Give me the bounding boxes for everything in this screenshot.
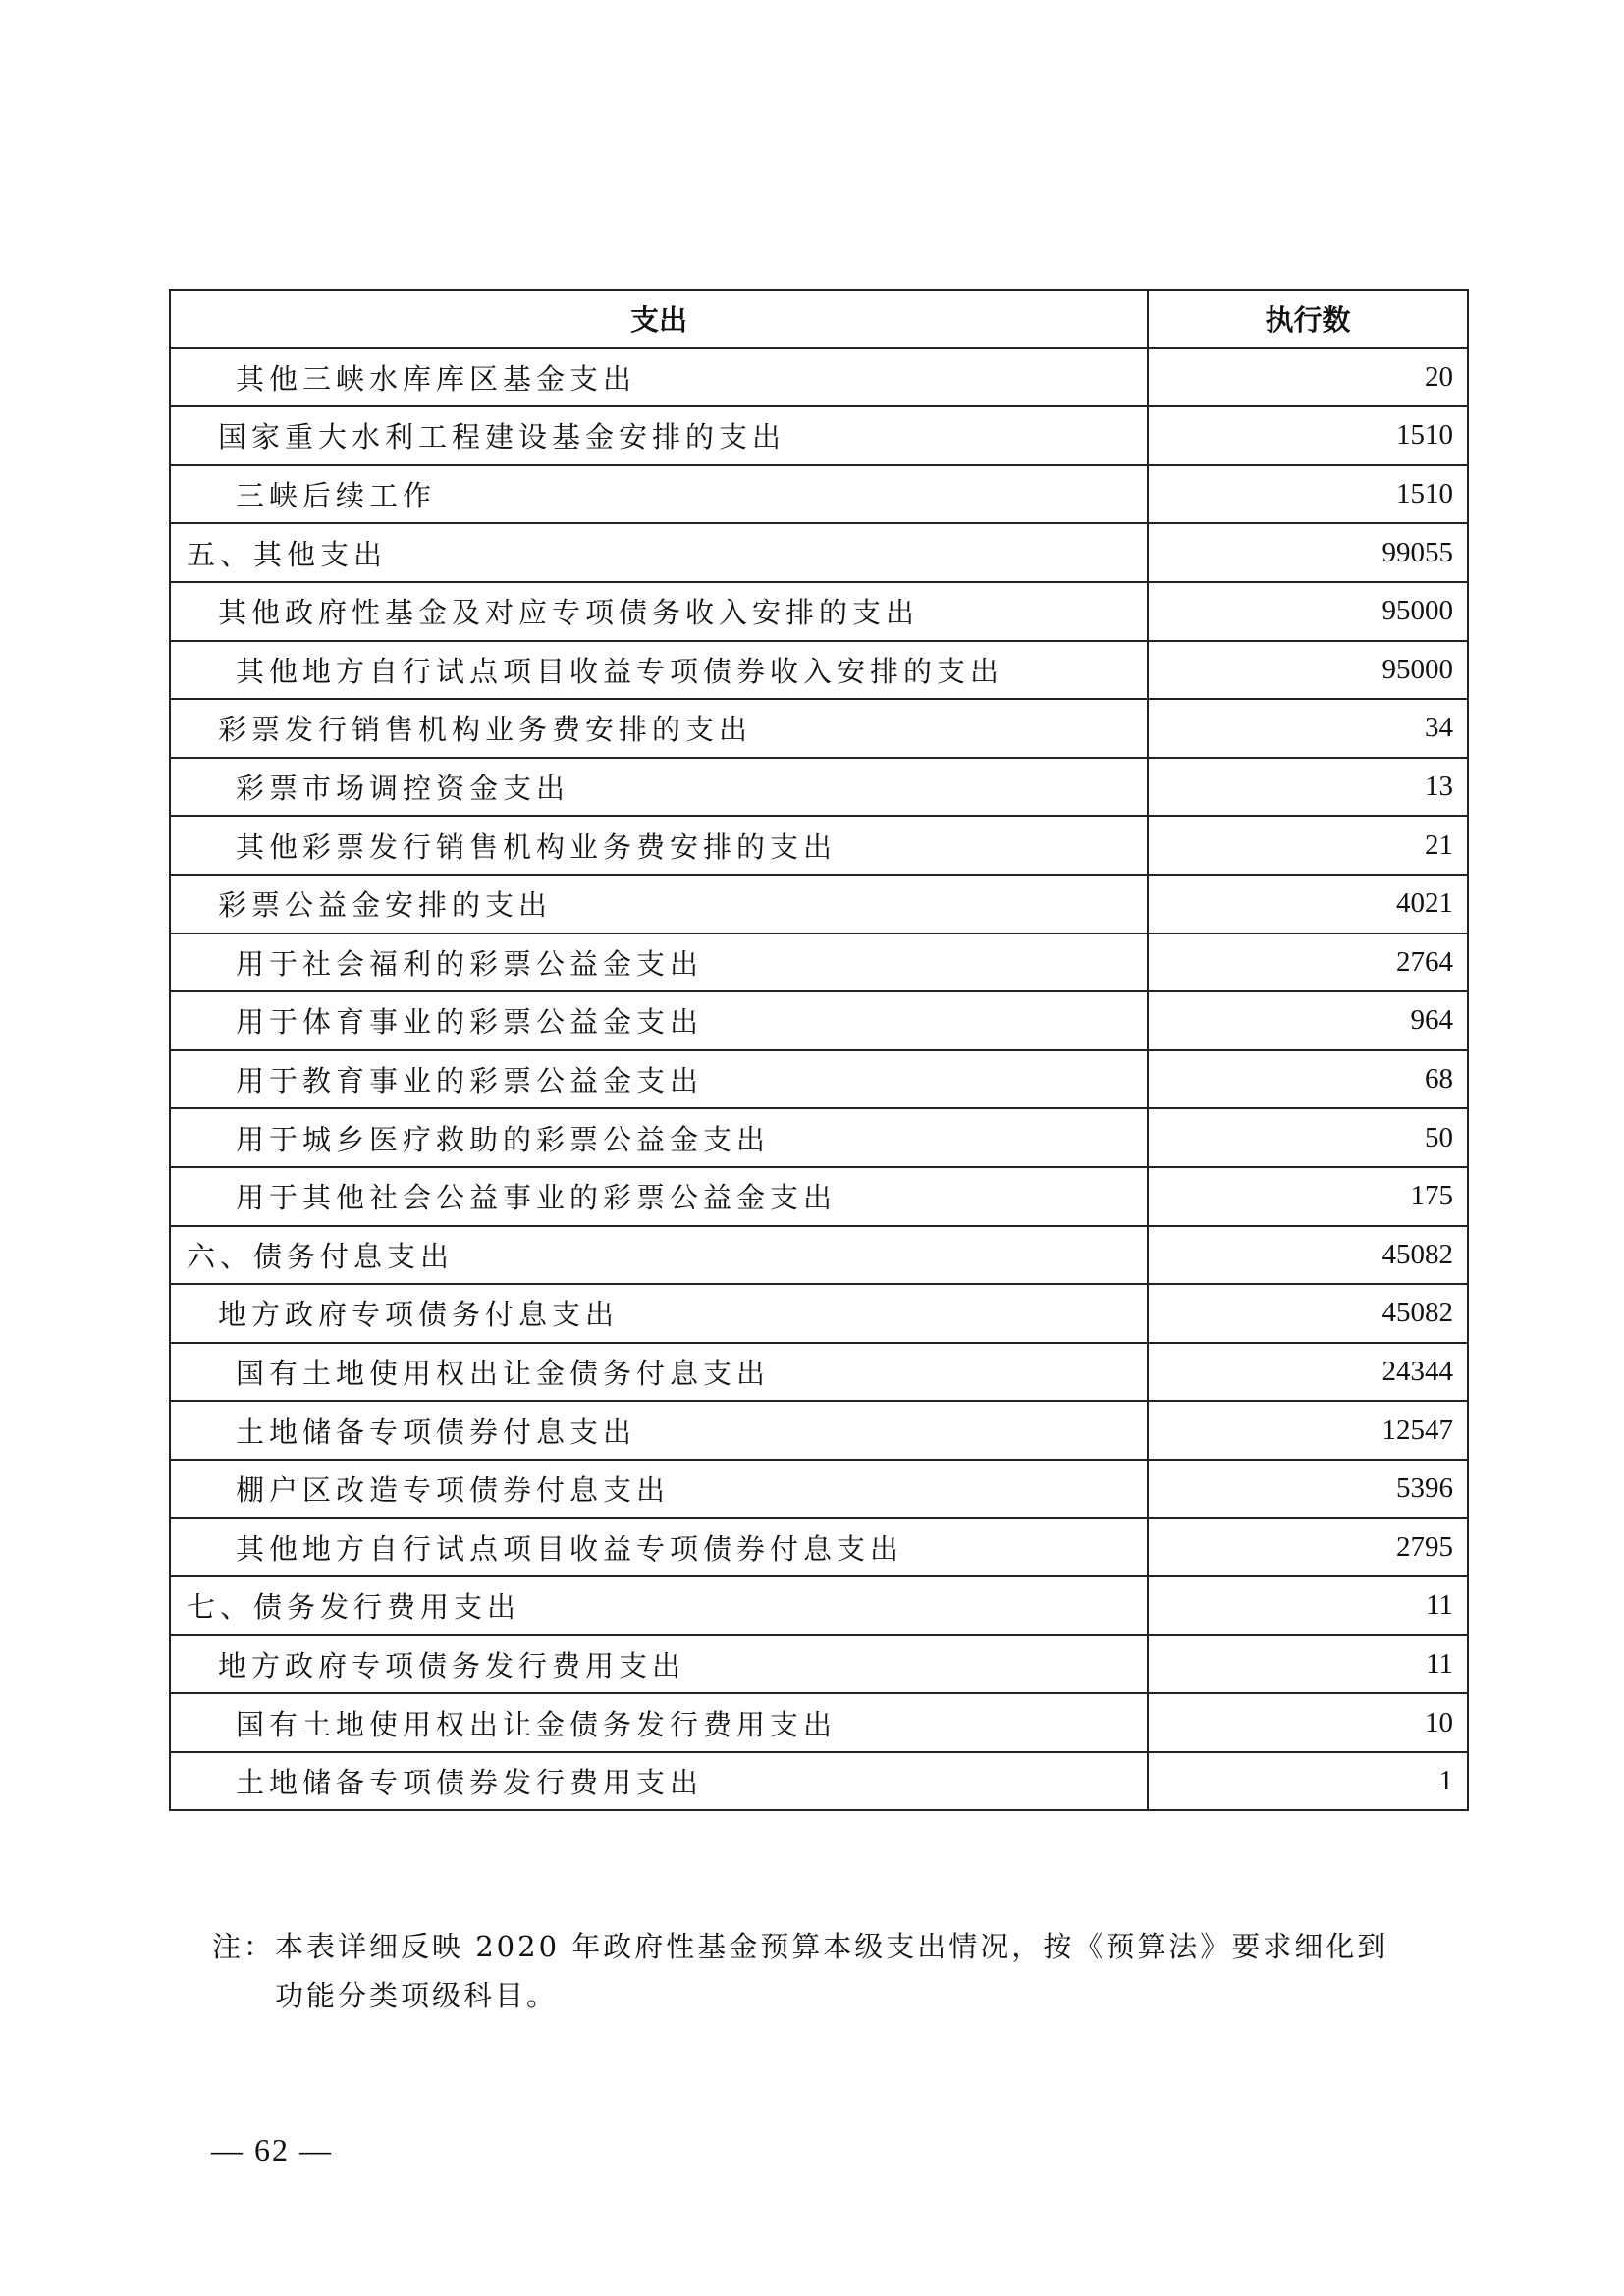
row-label: 国有土地使用权出让金债务付息支出	[170, 1343, 1148, 1402]
row-label: 其他三峡水库库区基金支出	[170, 348, 1148, 407]
table-row	[170, 582, 1468, 641]
row-label: 用于其他社会公益事业的彩票公益金支出	[170, 1167, 1148, 1226]
row-amount: 13	[1148, 758, 1468, 817]
row-amount: 2764	[1148, 934, 1468, 992]
table-row	[170, 348, 1468, 407]
row-amount: 24344	[1148, 1343, 1468, 1402]
row-amount: 68	[1148, 1050, 1468, 1109]
row-label: 用于体育事业的彩票公益金支出	[170, 991, 1148, 1050]
row-label: 地方政府专项债务发行费用支出	[170, 1635, 1148, 1694]
row-amount: 4021	[1148, 875, 1468, 934]
row-amount: 12547	[1148, 1401, 1468, 1460]
row-amount: 45082	[1148, 1226, 1468, 1285]
row-amount: 10	[1148, 1693, 1468, 1752]
table-row	[170, 816, 1468, 875]
row-amount: 1	[1148, 1752, 1468, 1811]
table-row	[170, 406, 1468, 465]
budget-table	[169, 289, 1469, 1811]
table-body	[170, 348, 1468, 1811]
row-amount: 34	[1148, 699, 1468, 758]
table-row	[170, 991, 1468, 1050]
table-row	[170, 1050, 1468, 1109]
row-amount: 20	[1148, 348, 1468, 407]
table-row	[170, 1752, 1468, 1811]
row-label: 用于教育事业的彩票公益金支出	[170, 1050, 1148, 1109]
row-label: 用于城乡医疗救助的彩票公益金支出	[170, 1108, 1148, 1167]
row-label: 土地储备专项债券发行费用支出	[170, 1752, 1148, 1811]
row-label: 棚户区改造专项债券付息支出	[170, 1460, 1148, 1519]
row-label: 其他彩票发行销售机构业务费安排的支出	[170, 816, 1148, 875]
table-row	[170, 523, 1468, 582]
row-amount: 50	[1148, 1108, 1468, 1167]
row-label: 地方政府专项债务付息支出	[170, 1284, 1148, 1343]
row-amount: 11	[1148, 1576, 1468, 1635]
row-label: 其他政府性基金及对应专项债务收入安排的支出	[170, 582, 1148, 641]
row-amount: 2795	[1148, 1518, 1468, 1576]
row-label: 国有土地使用权出让金债务发行费用支出	[170, 1693, 1148, 1752]
row-label: 六、债务付息支出	[170, 1226, 1148, 1285]
table-row	[170, 1576, 1468, 1635]
row-label: 其他地方自行试点项目收益专项债券付息支出	[170, 1518, 1148, 1576]
header-expenditure: 支出	[170, 290, 1148, 348]
page-number: — 62 —	[211, 2132, 333, 2167]
note-line-2: 功能分类项级科目。	[275, 1979, 559, 2012]
row-label: 其他地方自行试点项目收益专项债券收入安排的支出	[170, 641, 1148, 700]
table-row	[170, 1108, 1468, 1167]
table-row	[170, 1343, 1468, 1402]
table-row	[170, 1635, 1468, 1694]
row-amount: 21	[1148, 816, 1468, 875]
table-row	[170, 641, 1468, 700]
table-row	[170, 1693, 1468, 1752]
table-row	[170, 699, 1468, 758]
table-row	[170, 1167, 1468, 1226]
row-label: 七、债务发行费用支出	[170, 1576, 1148, 1635]
row-label: 土地储备专项债券付息支出	[170, 1401, 1148, 1460]
table-row	[170, 1226, 1468, 1285]
table-header-row	[170, 290, 1468, 348]
table-row	[170, 875, 1468, 934]
row-label: 彩票市场调控资金支出	[170, 758, 1148, 817]
table-note	[212, 1922, 1430, 2020]
row-label: 国家重大水利工程建设基金安排的支出	[170, 406, 1148, 465]
table-row	[170, 1401, 1468, 1460]
table-row	[170, 1460, 1468, 1519]
row-amount: 1510	[1148, 406, 1468, 465]
row-amount: 5396	[1148, 1460, 1468, 1519]
row-label: 彩票公益金安排的支出	[170, 875, 1148, 934]
row-label: 三峡后续工作	[170, 465, 1148, 524]
row-amount: 1510	[1148, 465, 1468, 524]
table-row	[170, 934, 1468, 992]
table-row	[170, 758, 1468, 817]
row-label: 用于社会福利的彩票公益金支出	[170, 934, 1148, 992]
table-row	[170, 465, 1468, 524]
note-line-1: 注：本表详细反映 2020 年政府性基金预算本级支出情况，按《预算法》要求细化到	[212, 1930, 1389, 1963]
row-amount: 175	[1148, 1167, 1468, 1226]
row-amount: 95000	[1148, 641, 1468, 700]
row-amount: 964	[1148, 991, 1468, 1050]
row-label: 彩票发行销售机构业务费安排的支出	[170, 699, 1148, 758]
header-executed-amount: 执行数	[1148, 290, 1468, 348]
table-row	[170, 1284, 1468, 1343]
table-row	[170, 1518, 1468, 1576]
row-label: 五、其他支出	[170, 523, 1148, 582]
row-amount: 95000	[1148, 582, 1468, 641]
row-amount: 99055	[1148, 523, 1468, 582]
row-amount: 45082	[1148, 1284, 1468, 1343]
row-amount: 11	[1148, 1635, 1468, 1694]
